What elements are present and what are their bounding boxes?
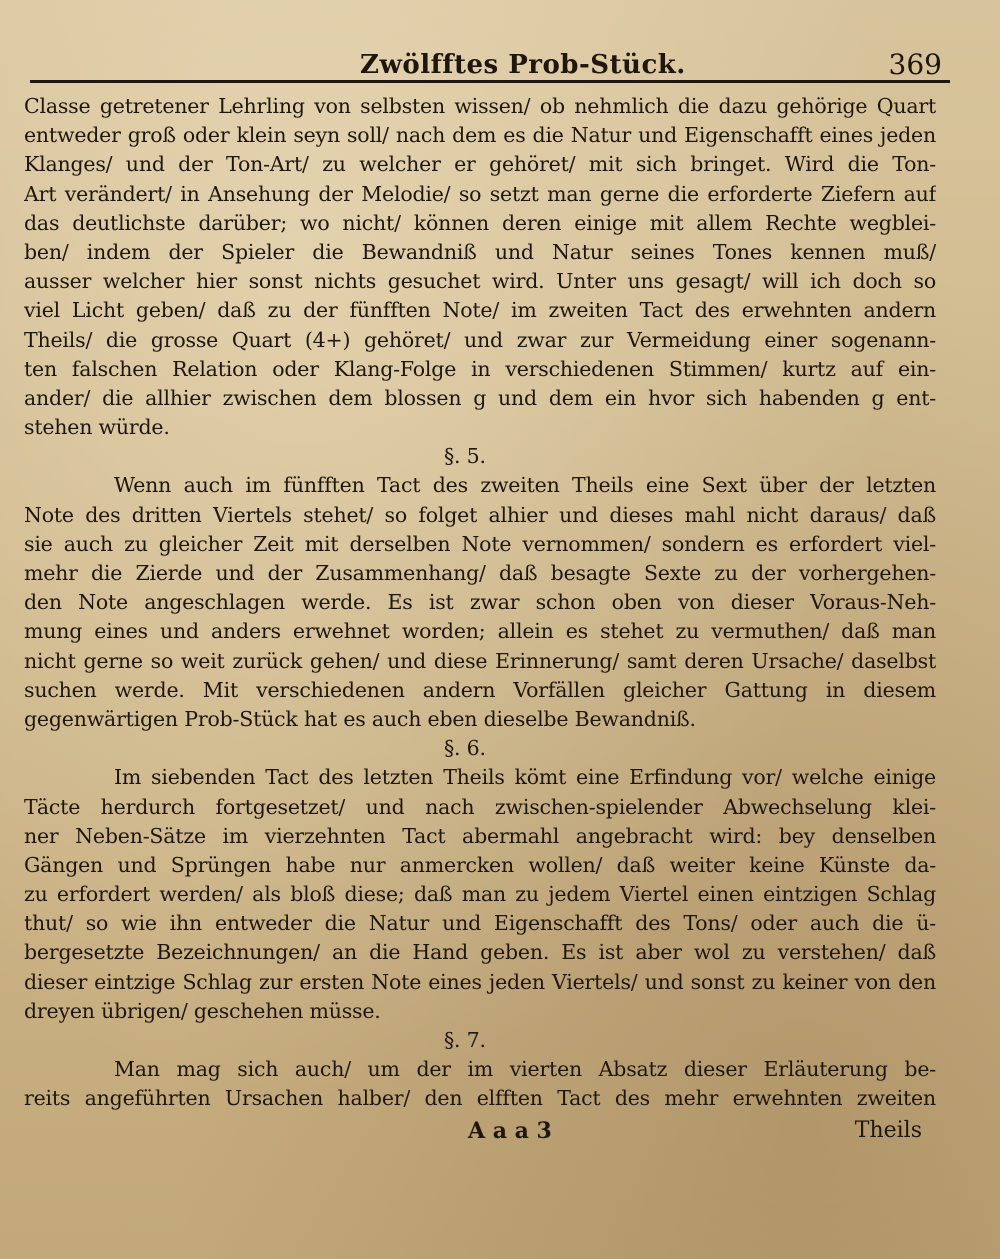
text-line: dreyen übrigen/ geschehen müsse. <box>24 998 381 1023</box>
text-line: reits angeführten Ursachen halber/ den elfften Tact des mehr erwehnten zweiten <box>24 1086 936 1111</box>
text-line: den Note angeschlagen werde. Es ist zwar schon oben von dieser Voraus-Neh- <box>24 590 936 615</box>
text-line: Wenn auch im fünfften Tact des zweiten Theils eine Sext über der letzten <box>114 473 936 498</box>
text-line: thut/ so wie ihn entweder die Natur und Eigenschafft des Tons/ oder auch die ü- <box>24 911 936 936</box>
section-mark-5: §. 5. <box>444 444 486 469</box>
text-line: ander/ die allhier zwischen dem blossen g und dem ein hvor sich habenden g ent- <box>24 385 936 410</box>
text-line: viel Licht geben/ daß zu der fünfften Note/ im zweiten Tact des erwehnten andern <box>24 298 936 323</box>
text-line: bergesetzte Bezeichnungen/ an die Hand geben. Es ist aber wol zu verstehen/ daß <box>24 940 936 965</box>
section-6-paragraph <box>24 763 936 1026</box>
signature-mark: A a a 3 <box>468 1118 552 1144</box>
text-line: stehen würde. <box>24 415 170 440</box>
text-line: nicht gerne so weit zurück gehen/ und diese Erinnerung/ samt deren Ursache/ daselbst <box>24 648 936 673</box>
section-mark-7: §. 7. <box>444 1028 486 1052</box>
section-mark-6: §. 6. <box>444 736 486 761</box>
text-line: Klanges/ und der Ton-Art/ zu welcher er gehöret/ mit sich bringet. Wird die Ton- <box>24 152 936 177</box>
text-line: suchen werde. Mit verschiedenen andern Vorfällen gleicher Gattung in diesem <box>24 677 936 702</box>
text-line: Classe getretener Lehrling von selbsten wissen/ ob nehmlich die dazu gehörige Quart <box>24 94 936 118</box>
body-text <box>24 92 936 1114</box>
catchword: Theils <box>854 1118 922 1143</box>
page-number: 369 <box>888 48 942 81</box>
text-line: Im siebenden Tact des letzten Theils kömt eine Erfindung vor/ welche einige <box>114 765 936 790</box>
text-line: Man mag sich auch/ um der im vierten Absatz dieser Erläuterung be- <box>114 1057 936 1082</box>
text-line: zu erfordert werden/ als bloß diese; daß man zu jedem Viertel einen eintzigen Schlag <box>24 882 936 907</box>
running-head <box>0 40 1000 80</box>
text-line: ben/ indem der Spieler die Bewandniß und Natur seines Tones kennen muß/ <box>24 239 936 264</box>
text-line: Note des dritten Viertels stehet/ so folget alhier und dieses mahl nicht daraus/ daß <box>24 502 936 527</box>
text-line: Art verändert/ in Ansehung der Melodie/ so setzt man gerne die erforderte Ziefern auf <box>24 181 936 206</box>
text-line: ner Neben-Sätze im vierzehnten Tact abermahl angebracht wird: bey denselben <box>24 823 936 848</box>
section-5-paragraph <box>24 471 936 734</box>
text-line: dieser eintzige Schlag zur ersten Note eines jeden Viertels/ und sonst zu keiner von den <box>24 969 936 994</box>
text-line: Täcte herdurch fortgesetzet/ und nach zwischen-spielender Abwechselung klei- <box>24 794 936 819</box>
text-line: das deutlichste darüber; wo nicht/ können deren einige mit allem Rechte wegblei- <box>24 210 936 235</box>
page-footer <box>0 1118 1000 1154</box>
running-title: Zwölfftes Prob-Stück. <box>360 50 686 80</box>
text-line: mung eines und anders erwehnet worden; allein es stehet zu vermuthen/ daß man <box>24 619 936 644</box>
section-7-paragraph <box>24 1055 936 1113</box>
text-line: gegenwärtigen Prob-Stück hat es auch eben dieselbe Bewandniß. <box>24 706 696 731</box>
text-line: ausser welcher hier sonst nichts gesuchet wird. Unter uns gesagt/ will ich doch so <box>24 269 936 294</box>
header-rule <box>30 80 950 83</box>
text-line: sie auch zu gleicher Zeit mit derselben Note vernommen/ sondern es erfordert viel- <box>24 531 936 556</box>
text-line: Gängen und Sprüngen habe nur anmercken wollen/ daß weiter keine Künste da- <box>24 852 936 877</box>
paragraph-continued <box>24 92 936 442</box>
text-line: mehr die Zierde und der Zusammenhang/ daß besagte Sexte zu der vorhergehen- <box>24 561 936 585</box>
text-line: Theils/ die grosse Quart (4+) gehöret/ und zwar zur Vermeidung einer sogenann- <box>24 327 936 352</box>
text-line: entweder groß oder klein seyn soll/ nach dem es die Natur und Eigenschafft eines jeden <box>24 123 936 148</box>
text-line: ten falschen Relation oder Klang-Folge in verschiedenen Stimmen/ kurtz auf ein- <box>24 356 936 381</box>
